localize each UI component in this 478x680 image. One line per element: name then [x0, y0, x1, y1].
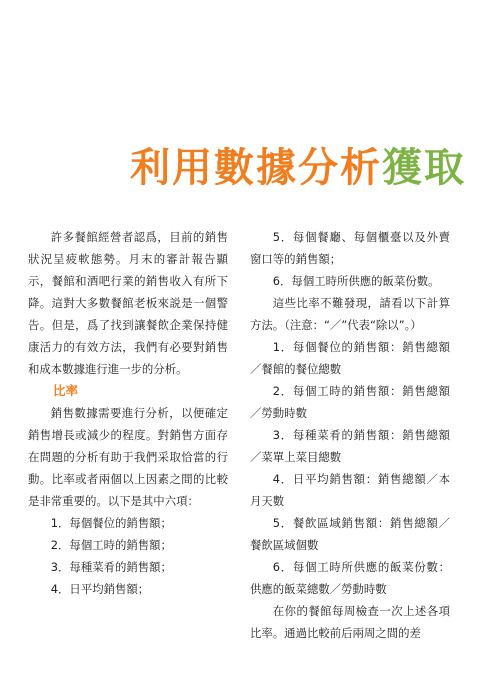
- ratio-list-item: 5．每個餐廳、每個櫃臺以及外賣窗口等的銷售額；: [250, 230, 450, 266]
- ratio-list-item: 1．每個餐位的銷售額；: [50, 516, 172, 530]
- right-column: [250, 226, 450, 644]
- formula-item: 4．日平均銷售額：銷售總額／本月天數: [250, 472, 450, 508]
- article-title: [130, 144, 466, 192]
- calc-paragraph: 這些比率不難發現，請看以下計算方法。（注意：“／”代表“除以”。）: [250, 296, 450, 332]
- formula-item: 2．每個工時的銷售額：銷售總額／勞動時數: [250, 384, 450, 420]
- ratio-list-item: 6．每個工時所供應的飯菜份數。: [272, 274, 440, 288]
- ratio-list-item: 4．日平均銷售額；: [50, 582, 150, 596]
- title-accent: 獲取: [382, 144, 466, 191]
- ratio-list-item: 3．每種菜肴的銷售額；: [50, 560, 172, 574]
- ratio-list-item: 2．每個工時的銷售額；: [50, 538, 172, 552]
- closing-paragraph: 在你的餐館每周檢查一次上述各項比率。通過比較前后兩周之間的差: [250, 604, 450, 640]
- title-main: 利用數據分析: [130, 144, 382, 191]
- ratio-paragraph: 銷售數據需要進行分析，以便確定銷售增長或減少的程度。對銷售方面存在問題的分析有助于我們采取恰當的行動。比率或者兩個以上因素之間的比較是非常重要的。以下是其中六項：: [28, 406, 228, 508]
- formula-item: 1．每個餐位的銷售額：銷售總額／餐館的餐位總數: [250, 340, 450, 376]
- formula-item: 6．每個工時所供應的飯菜份數：供應的飯菜總數／勞動時數: [250, 560, 450, 596]
- intro-paragraph: 許多餐館經營者認爲，目前的銷售狀況呈疲軟態勢。月末的審計報告顯示，餐館和酒吧行業的銷售收入有所下降。這對大多數餐館老板來説是一個警告。但是，爲了找到讓餐飲企業保持健康活力的有效方法，我們有必要對銷售和成本數據進行進一步的分析。: [28, 230, 228, 376]
- formula-item: 3．每種菜肴的銷售額：銷售總額／菜單上菜目總數: [250, 428, 450, 464]
- left-column: [28, 226, 228, 600]
- section-heading: 比率: [53, 383, 79, 398]
- formula-item: 5．餐飲區域銷售額：銷售總額／餐飲區域個數: [250, 516, 450, 552]
